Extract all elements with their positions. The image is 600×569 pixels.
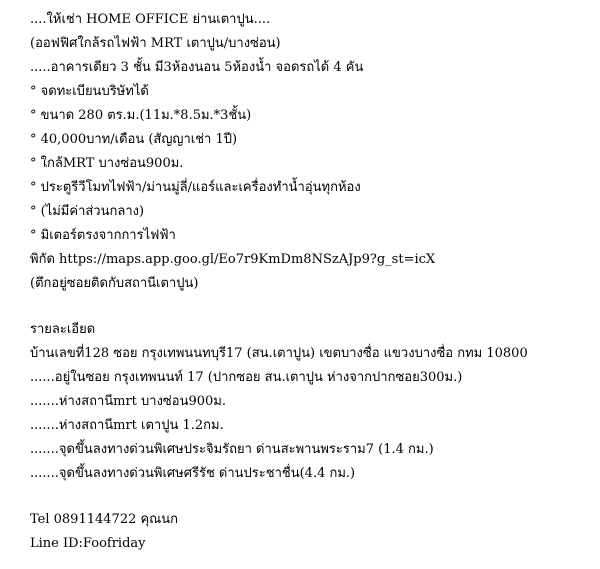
- listing-document: [30, 8, 590, 556]
- distance-tao-poon-mrt: .......ห่างสถานีmrt เตาปูน 1.2กม.: [30, 418, 224, 433]
- map-location-link[interactable]: พิกัด https://maps.app.goo.gl/Eo7r9KmDm8NSzAJp9?g_st=icX: [30, 252, 436, 267]
- address-line: บ้านเลขที่128 ซอย กรุงเทพนนทบุรี17 (สน.เตาปูน) เขตบางซื่อ แขวงบางซื่อ กทม 10800: [30, 346, 528, 361]
- listing-headline: ....ให้เช่า HOME OFFICE ย่านเตาปูน....: [30, 12, 271, 27]
- expressway-rama7: .......จุดขึ้นลงทางด่วนพิเศษประจิมรัถยา ด่านสะพานพระราม7 (1.4 กม.): [30, 442, 434, 457]
- listing-subheadline: (ออฟฟิศใกล้รถไฟฟ้า MRT เตาปูน/บางซ่อน): [30, 36, 281, 51]
- feature-company-registration: ° จดทะเบียนบริษัทได้: [30, 84, 149, 99]
- contact-line-id: Line ID:Foofriday: [30, 536, 146, 551]
- feature-no-common-fee: ° (ไม่มีค่าส่วนกลาง): [30, 204, 145, 219]
- intro-section: [30, 8, 590, 296]
- feature-size: ° ขนาด 280 ตร.ม.(11ม.*8.5ม.*3ชั้น): [30, 108, 252, 123]
- section-spacer: [30, 296, 590, 318]
- soi-location-line: ......อยู่ในซอย กรุงเทพนนท์ 17 (ปากซอย สน.เตาปูน ห่างจากปากซอย300ม.): [30, 370, 463, 385]
- expressway-prachachuen: .......จุดขึ้นลงทางด่วนพิเศษศรีรัช ด่านประชาชื่น(4.4 กม.): [30, 466, 356, 481]
- contact-section: [30, 508, 590, 556]
- feature-direct-meter: ° มิเตอร์ตรงจากการไฟฟ้า: [30, 228, 176, 243]
- details-heading: รายละเอียด: [30, 322, 96, 337]
- feature-amenities: ° ประตูรีวีโมทไฟฟ้า/ม่านมู่ลี่/แอร์และเครื่องทำน้ำอุ่นทุกห้อง: [30, 180, 361, 195]
- section-spacer: [30, 486, 590, 508]
- details-section: [30, 318, 590, 486]
- location-note: (ตึกอยู่ซอยติดกับสถานีเตาปูน): [30, 276, 199, 291]
- contact-phone: Tel 0891144722 คุณนก: [30, 512, 179, 527]
- distance-bang-son-mrt: .......ห่างสถานีmrt บางซ่อน900ม.: [30, 394, 226, 409]
- building-summary: .....อาคารเดียว 3 ชั้น มี3ห้องนอน 5ห้องน้ำ จอดรถได้ 4 คัน: [30, 60, 364, 75]
- feature-near-mrt: ° ใกล้MRT บางซ่อน900ม.: [30, 156, 184, 171]
- feature-price: ° 40,000บาท/เดือน (สัญญาเช่า 1ปี): [30, 132, 238, 147]
